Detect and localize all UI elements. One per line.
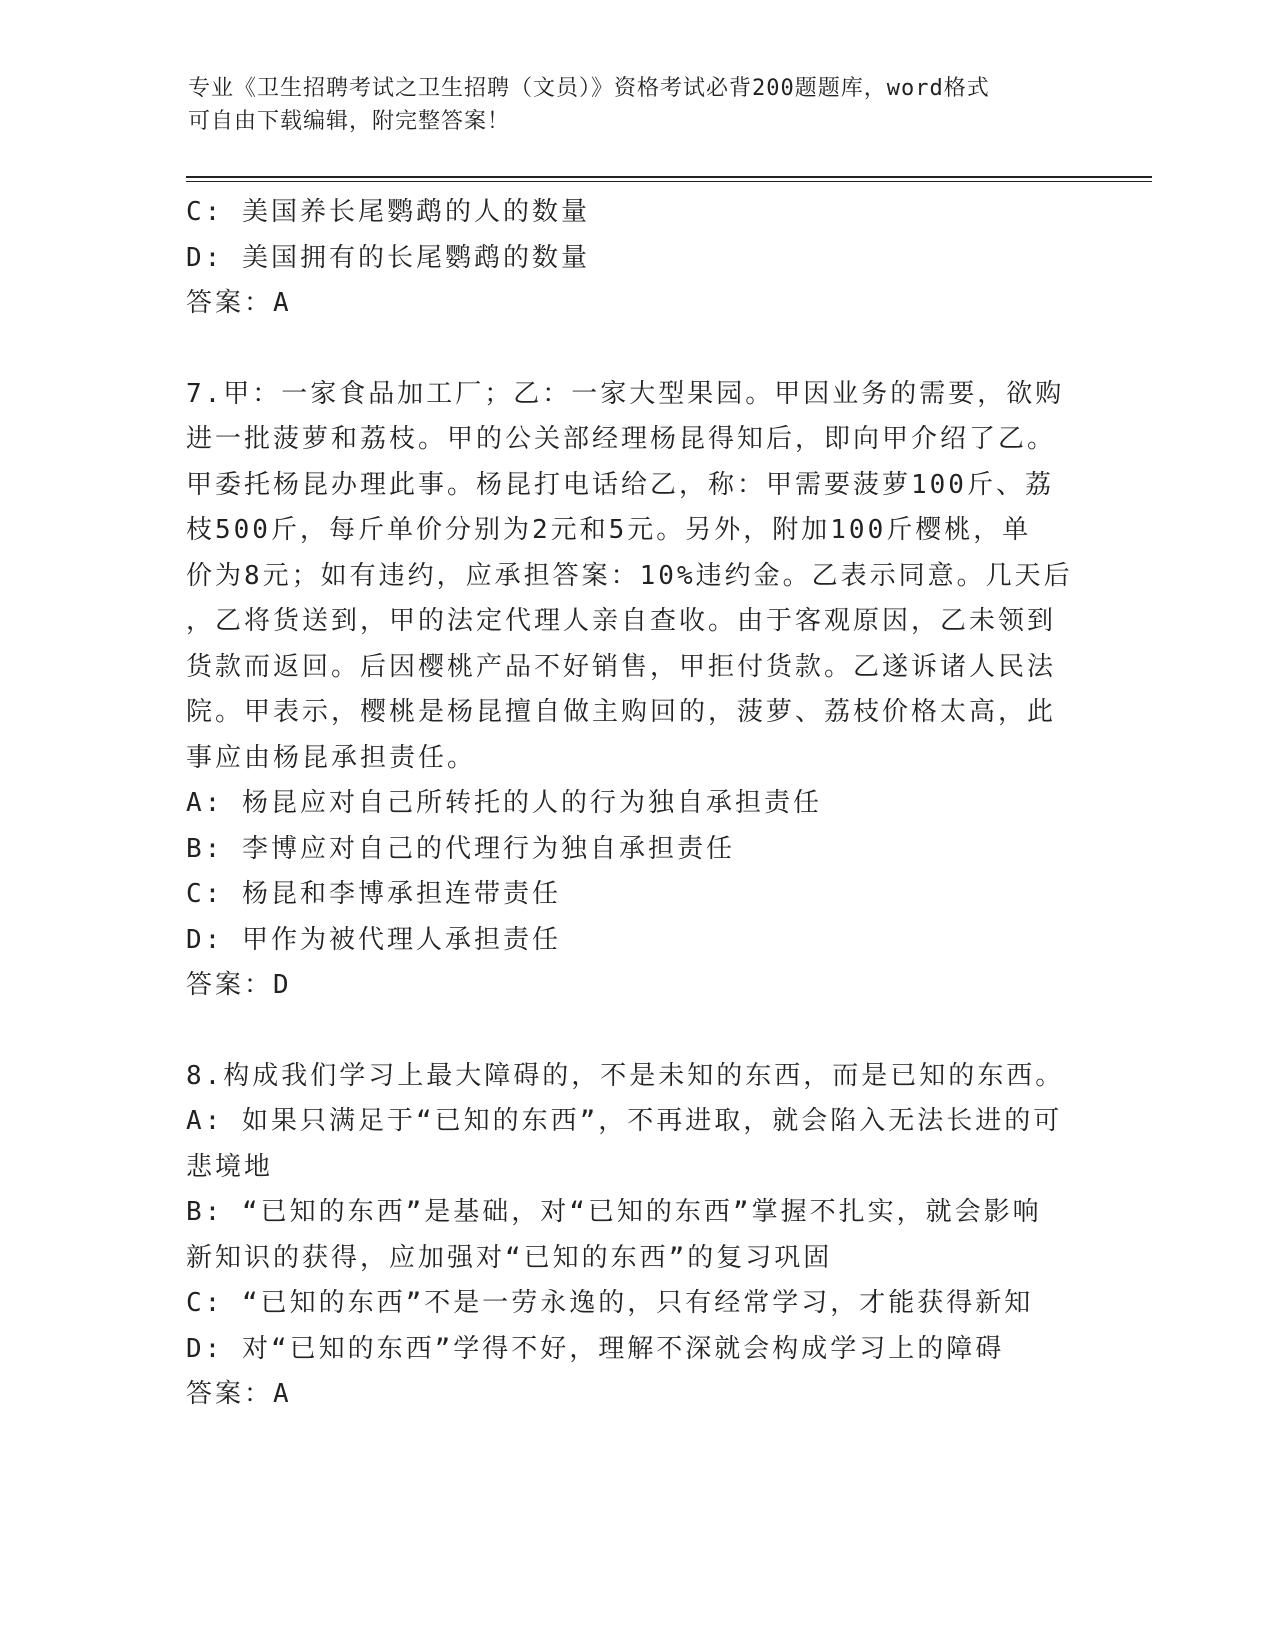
question-content	[186, 190, 1086, 1418]
q7-option-b: B: 李博应对自己的代理行为独自承担责任	[186, 833, 735, 864]
q6-option-c: C: 美国养长尾鹦鹉的人的数量	[186, 197, 590, 227]
q7-stem-line: 7.甲：一家食品加工厂；乙：一家大型果园。甲因业务的需要，欲购	[186, 378, 1065, 409]
q7-option-c: C: 杨昆和李博承担连带责任	[186, 879, 561, 909]
q7-stem-line: 价为8元；如有违约，应承担答案：10%违约金。乙表示同意。几天后	[186, 560, 1073, 591]
header-line-1: 专业《卫生招聘考试之卫生招聘（文员）》资格考试必背200题题库，word格式	[188, 76, 990, 101]
q8-option-c: C: “已知的东西”不是一劳永逸的，只有经常学习，才能获得新知	[186, 1288, 1034, 1318]
document-header	[188, 72, 1088, 138]
q8-option-b	[186, 1190, 1086, 1281]
q8-option-a-line: A: 如果只满足于“已知的东西”，不再进取，就会陷入无法长进的可	[186, 1106, 1063, 1136]
q8-answer: 答案：A	[186, 1379, 292, 1409]
q7-stem-line: 进一批菠萝和荔枝。甲的公关部经理杨昆得知后，即向甲介绍了乙。	[186, 424, 1057, 454]
q7-stem-line: 甲委托杨昆办理此事。杨昆打电话给乙，称：甲需要菠萝100斤、荔	[186, 469, 1054, 500]
q6-answer: 答案：A	[186, 288, 292, 318]
q6-option-d: D: 美国拥有的长尾鹦鹉的数量	[186, 242, 590, 273]
q7-stem	[186, 372, 1086, 782]
q7-stem-line: 院。甲表示，樱桃是杨昆擅自做主购回的，菠萝、荔枝价格太高，此	[186, 697, 1057, 727]
q7-stem-line: 货款而返回。后因樱桃产品不好销售，甲拒付货款。乙遂诉诸人民法	[186, 651, 1057, 682]
q7-answer: 答案：D	[186, 970, 292, 1000]
q8-stem: 8.构成我们学习上最大障碍的，不是未知的东西，而是已知的东西。	[186, 1060, 1065, 1091]
header-rule-thin	[186, 181, 1152, 182]
q7-option-d: D: 甲作为被代理人承担责任	[186, 924, 561, 955]
q7-stem-line: 枝500斤，每斤单价分别为2元和5元。另外，附加100斤樱桃，单	[186, 515, 1032, 545]
q7-stem-line: ，乙将货送到，甲的法定代理人亲自查收。由于客观原因，乙未领到	[186, 606, 1057, 636]
q8-option-b-line: 新知识的获得，应加强对“已知的东西”的复习巩固	[186, 1242, 833, 1273]
q8-option-a	[186, 1099, 1086, 1190]
header-rule-thick	[186, 176, 1152, 178]
q8-option-a-line: 悲境地	[186, 1151, 274, 1182]
q7-option-a: A: 杨昆应对自己所转托的人的行为独自承担责任	[186, 788, 822, 818]
q8-option-d: D: 对“已知的东西”学得不好，理解不深就会构成学习上的障碍	[186, 1333, 1005, 1364]
header-line-2: 可自由下载编辑，附完整答案！	[188, 109, 511, 134]
q7-stem-line: 事应由杨昆承担责任。	[186, 742, 477, 773]
q8-option-b-line: B: “已知的东西”是基础，对“已知的东西”掌握不扎实，就会影响	[186, 1197, 1042, 1227]
